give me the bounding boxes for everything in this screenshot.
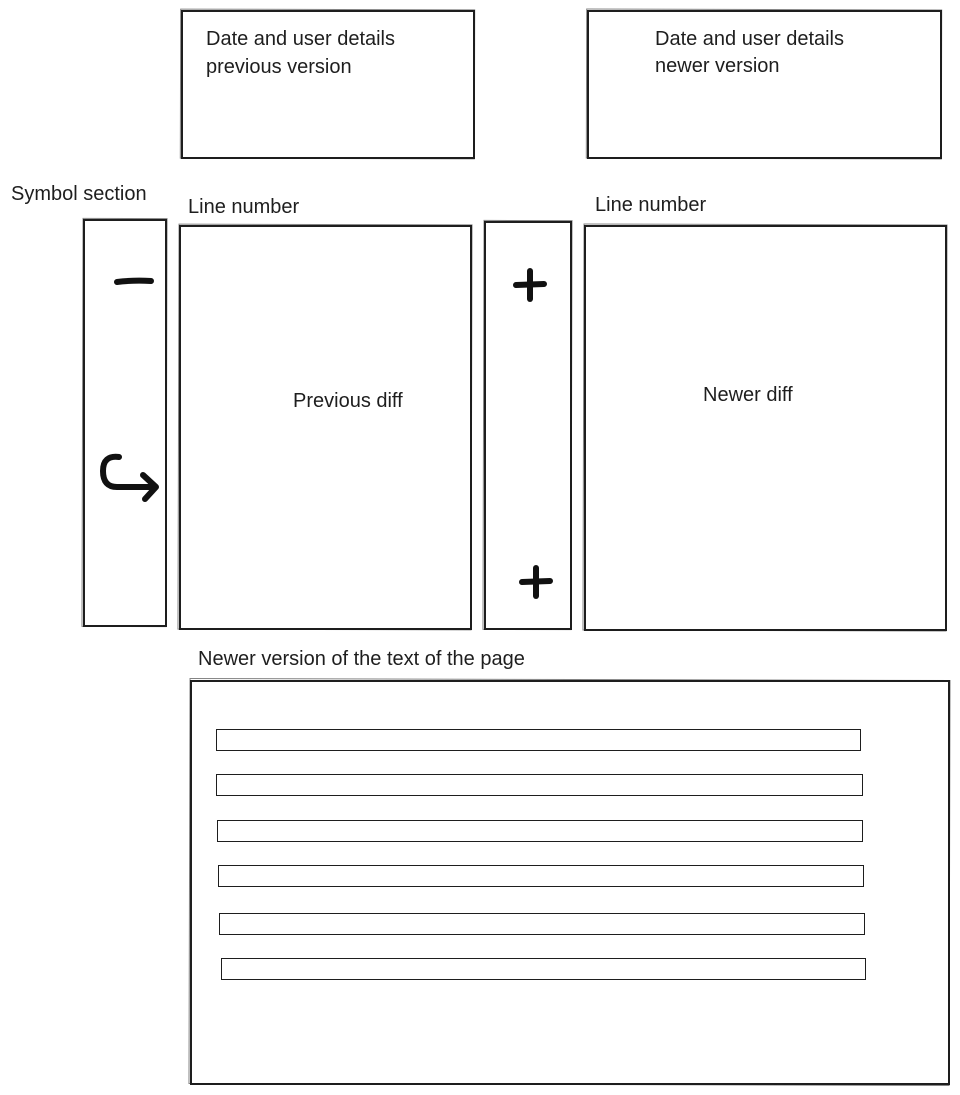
text-line-bar	[221, 958, 866, 980]
minus-icon	[113, 271, 163, 291]
symbol-column-right	[484, 221, 572, 630]
symbol-column-left	[83, 219, 167, 627]
symbol-section-label: Symbol section	[11, 183, 147, 205]
text-line-bar	[219, 913, 865, 935]
plus-icon	[510, 265, 550, 305]
previous-diff-label: Previous diff	[293, 390, 403, 412]
previous-diff-panel	[179, 225, 472, 630]
previous-version-details-box	[181, 10, 475, 159]
text-line-bar	[216, 729, 861, 751]
newer-text-section-title: Newer version of the text of the page	[198, 648, 525, 670]
line-number-label-left: Line number	[188, 196, 300, 218]
plus-icon	[516, 562, 556, 602]
text-line-bar	[216, 774, 863, 796]
newer-diff-panel	[584, 225, 947, 631]
line-number-label-right: Line number	[595, 194, 707, 216]
newer-version-details-line-1: Date and user details	[655, 28, 845, 50]
return-arrow-icon	[95, 449, 165, 509]
newer-text-panel	[190, 680, 950, 1085]
newer-version-details-line-2: newer version	[655, 55, 780, 77]
newer-version-details-box	[587, 10, 942, 159]
previous-version-details-line-1: Date and user details	[206, 28, 396, 50]
previous-version-details-line-2: previous version	[206, 56, 352, 78]
text-line-bar	[217, 820, 863, 842]
text-line-bar	[218, 865, 864, 887]
newer-diff-label: Newer diff	[703, 384, 793, 406]
